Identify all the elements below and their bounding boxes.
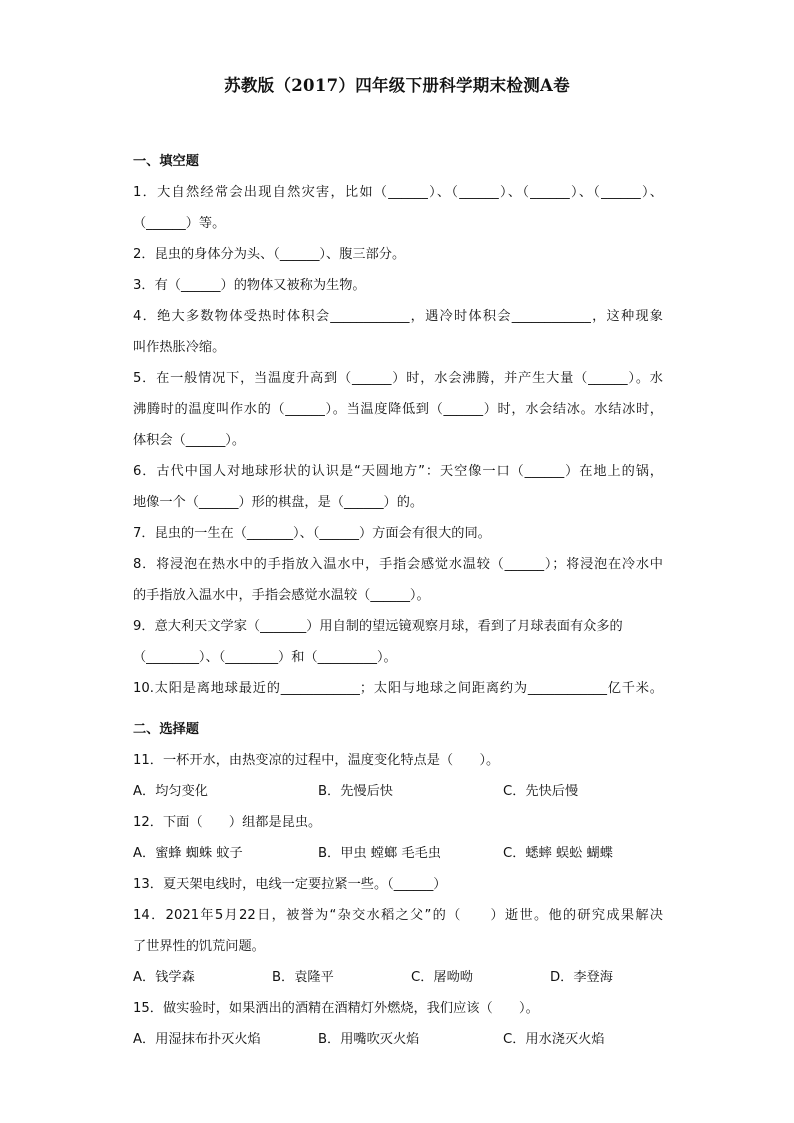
question-14-option-d: D．李登海	[550, 970, 613, 985]
question-11-option-a: A．均匀变化	[133, 784, 208, 799]
question-1-line-1: 1．大自然经常会出现自然灾害，比如（______）、（______）、（______）、（______）、	[133, 185, 663, 200]
exam-content	[133, 146, 663, 1055]
question-13: 13．夏天架电线时，电线一定要拉紧一些。（______）	[133, 877, 447, 892]
question-9-line-1: 9．意大利天文学家（_______）用自制的望远镜观察月球，看到了月球表面有众多的	[133, 619, 623, 634]
question-5-line-3: 体积会（______）。	[133, 433, 246, 448]
question-11-option-c: C．先快后慢	[503, 784, 579, 799]
page-title: 苏教版（2017）四年级下册科学期末检测A卷	[224, 76, 570, 95]
question-6-line-2: 地像一个（______）形的棋盘，是（______）的。	[133, 495, 424, 510]
question-3: 3．有（______）的物体又被称为生物。	[133, 278, 366, 293]
section-heading-multiple-choice: 二、选择题	[133, 722, 199, 737]
question-10: 10.太阳是离地球最近的____________；太阳与地球之间距离约为____________亿千米。	[133, 681, 663, 696]
question-11-option-b: B．先慢后快	[318, 784, 393, 799]
section-heading-fill-in: 一、填空题	[133, 154, 199, 169]
question-2: 2．昆虫的身体分为头、（______）、腹三部分。	[133, 247, 406, 262]
question-15-options	[133, 1024, 663, 1055]
question-1-line-2: （______）等。	[133, 216, 226, 231]
question-8-line-1: 8．将浸泡在热水中的手指放入温水中，手指会感觉水温较（______）；将浸泡在冷水中	[133, 557, 663, 572]
question-6-line-1: 6．古代中国人对地球形状的认识是“天圆地方”：天空像一口（______）在地上的锅，	[133, 464, 663, 479]
question-5-line-2: 沸腾时的温度叫作水的（______）。当温度降低到（______）时，水会结冰。水结冰时，	[133, 402, 663, 417]
question-14-option-c: C．屠呦呦	[411, 970, 473, 985]
question-11-stem: 11．一杯开水，由热变凉的过程中，温度变化特点是（ ）。	[133, 753, 500, 768]
question-12-option-b: B．甲虫 螳螂 毛毛虫	[318, 846, 441, 861]
question-15-stem: 15．做实验时，如果洒出的酒精在酒精灯外燃烧，我们应该（ ）。	[133, 1001, 539, 1016]
question-11-options	[133, 776, 663, 807]
question-8-line-2: 的手指放入温水中，手指会感觉水温较（______）。	[133, 588, 430, 603]
question-4-line-1: 4．绝大多数物体受热时体积会____________，遇冷时体积会____________，这种现象	[133, 309, 663, 324]
question-12-stem: 12．下面（ ）组都是昆虫。	[133, 815, 322, 830]
question-12-option-a: A．蜜蜂 蜘蛛 蚊子	[133, 846, 243, 861]
question-15-option-a: A．用湿抹布扑灭火焰	[133, 1032, 261, 1047]
question-5-line-1: 5．在一般情况下，当温度升高到（______）时，水会沸腾，并产生大量（______）。水	[133, 371, 663, 386]
question-15-option-c: C．用水浇灭火焰	[503, 1032, 605, 1047]
question-9-line-2: （________）、（________）和（_________）。	[133, 650, 397, 665]
question-14-line-2: 了世界性的饥荒问题。	[133, 939, 265, 954]
question-15-option-b: B．用嘴吹灭火焰	[318, 1032, 420, 1047]
question-12-options	[133, 838, 663, 869]
question-14-options	[133, 962, 663, 993]
question-4-line-2: 叫作热胀冷缩。	[133, 340, 226, 355]
question-14-option-a: A．钱学森	[133, 970, 195, 985]
question-14-option-b: B．袁隆平	[272, 970, 334, 985]
question-12-option-c: C．蟋蟀 蜈蚣 蝴蝶	[503, 846, 613, 861]
question-14-line-1: 14．2021年5月22日，被誉为“杂交水稻之父”的（ ）逝世。他的研究成果解决	[133, 908, 663, 923]
question-7: 7．昆虫的一生在（_______）、（______）方面会有很大的同。	[133, 526, 491, 541]
